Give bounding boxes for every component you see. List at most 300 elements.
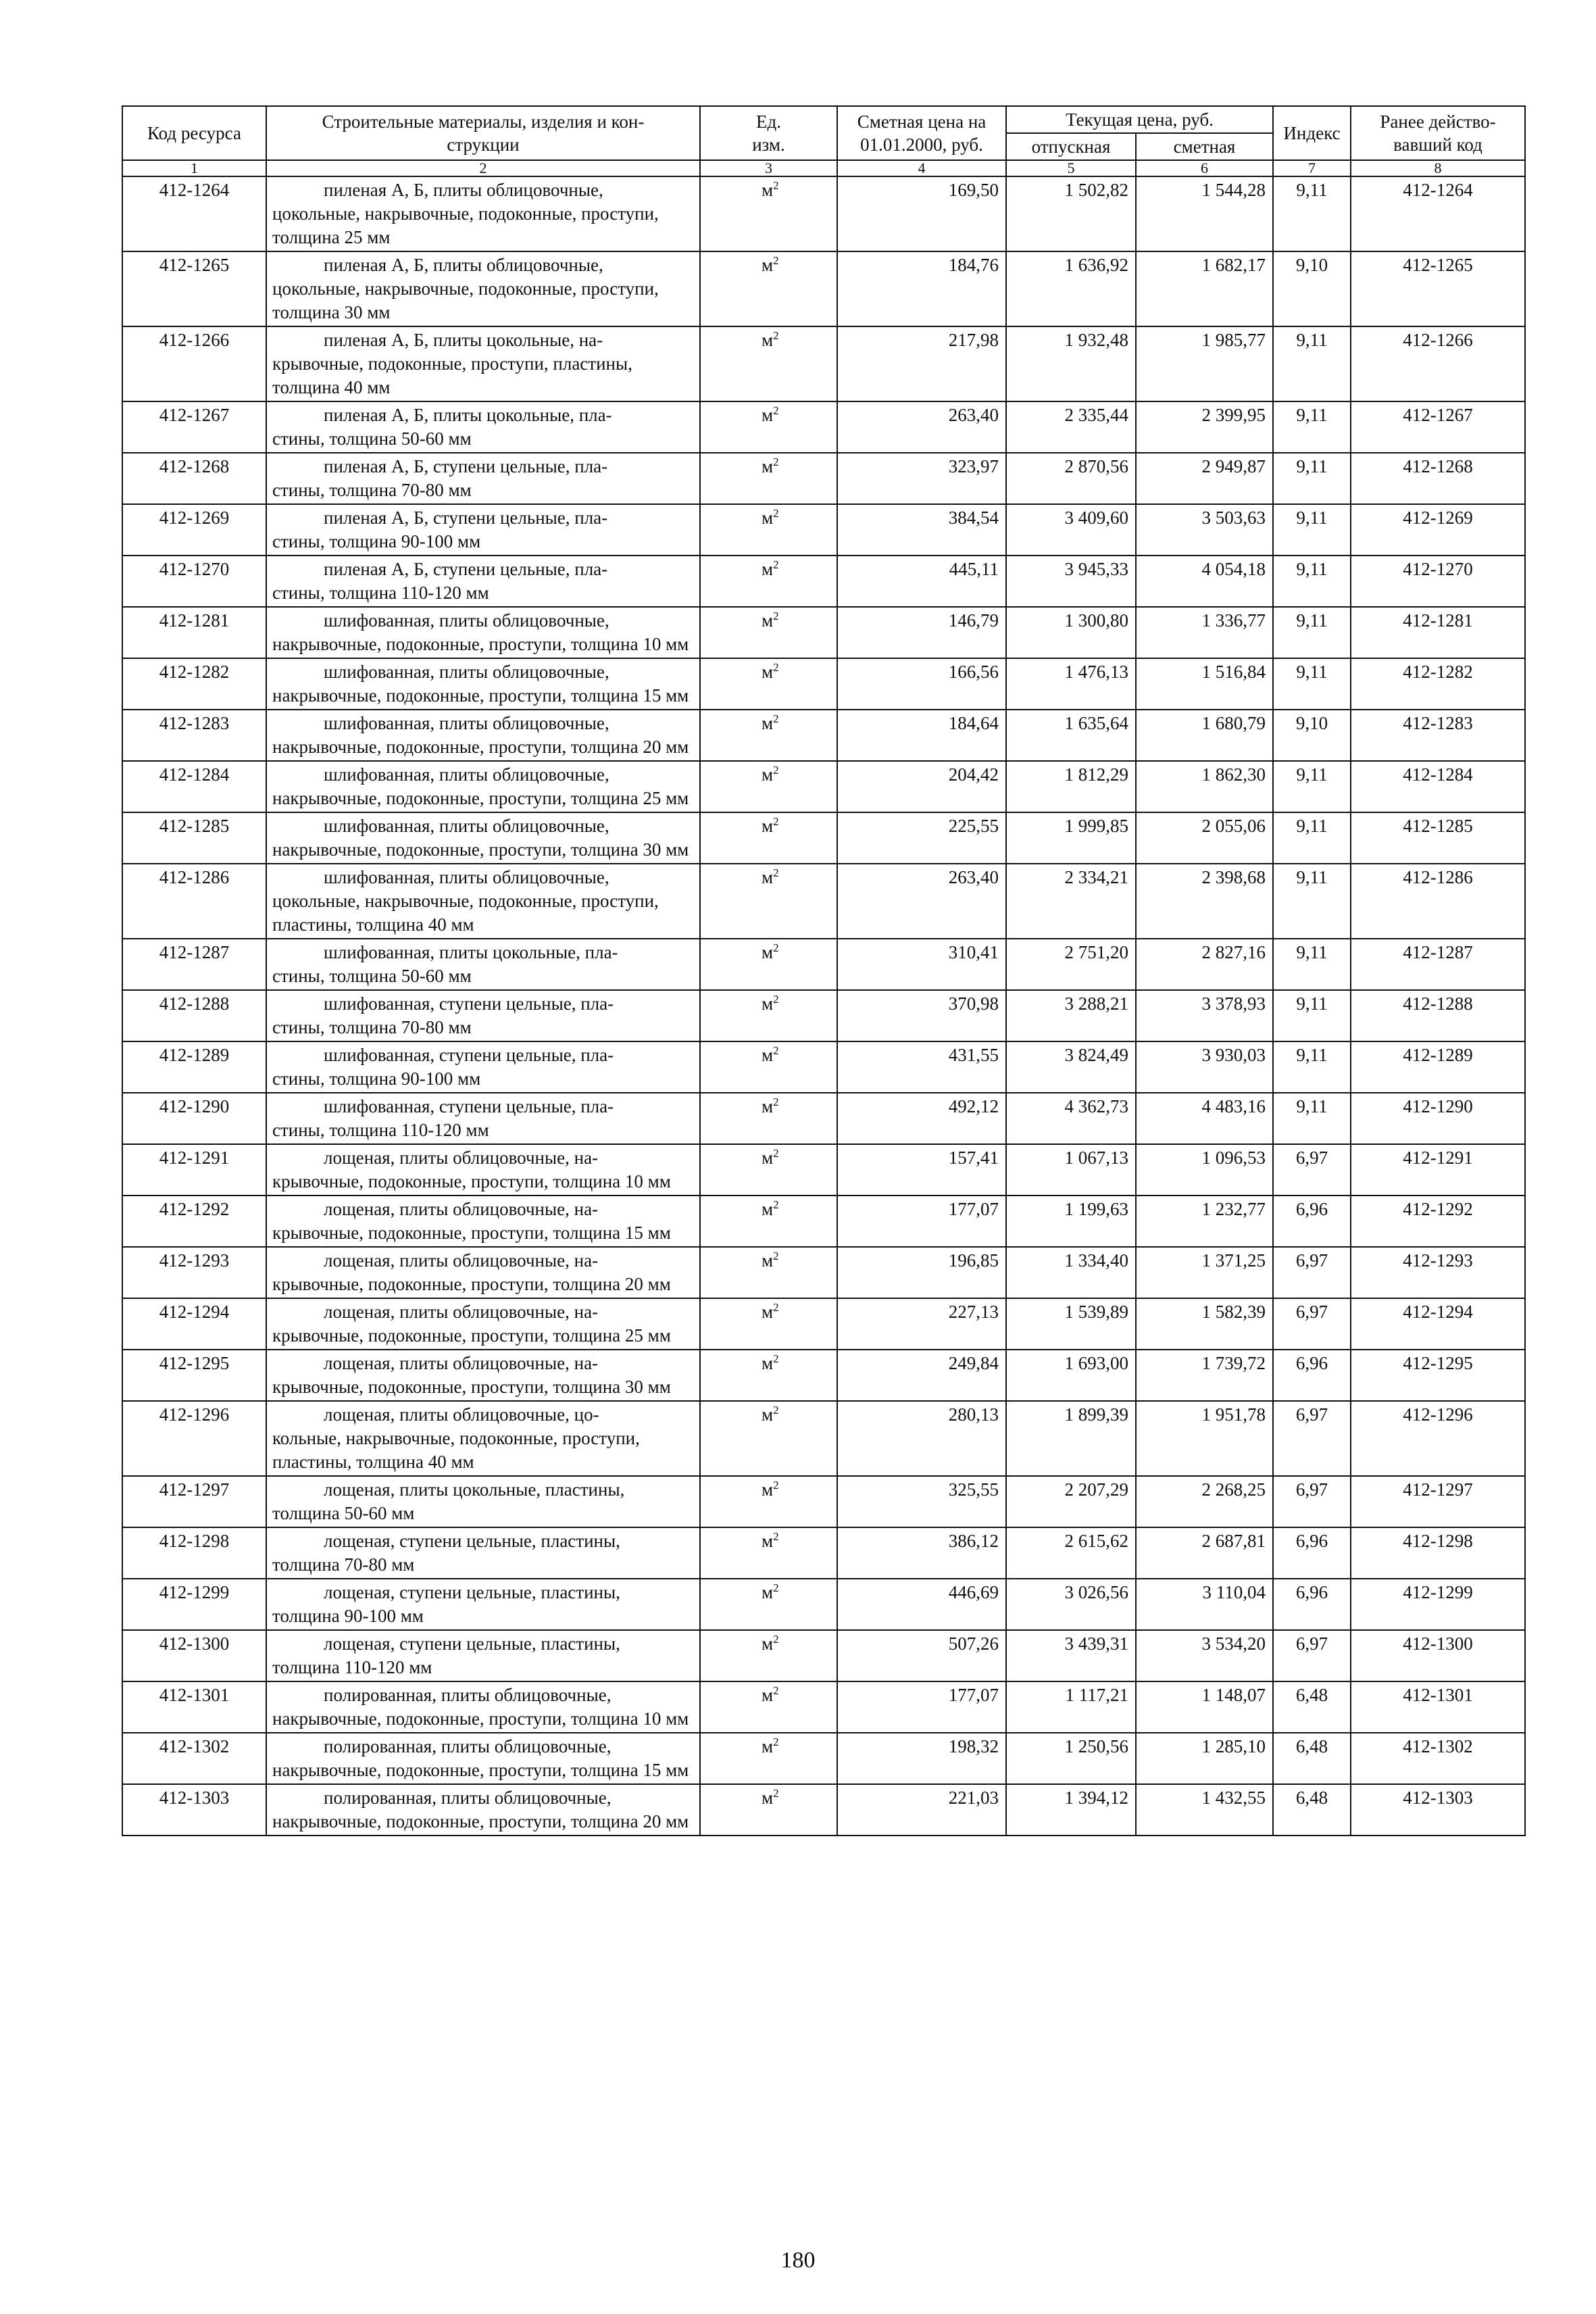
material-description (266, 1733, 700, 1784)
price-index: 9,10 (1273, 710, 1351, 761)
resource-code: 412-1286 (122, 864, 266, 939)
description-first-line: лощеная, плиты облицовочные, на- (324, 1302, 599, 1322)
previous-code: 412-1295 (1351, 1350, 1525, 1401)
unit-of-measure: $м^2$ (700, 556, 837, 607)
release-price: 1 117,21 (1006, 1681, 1136, 1733)
table-row (122, 556, 1525, 607)
price-index: 9,11 (1273, 864, 1351, 939)
table-row (122, 1144, 1525, 1196)
estimate-price: 1 544,28 (1136, 176, 1273, 251)
price-2000: 249,84 (837, 1350, 1006, 1401)
material-description (266, 1144, 700, 1196)
table-row (122, 761, 1525, 812)
previous-code: 412-1303 (1351, 1784, 1525, 1836)
previous-code: 412-1301 (1351, 1681, 1525, 1733)
description-first-line: лощеная, плиты облицовочные, на- (324, 1199, 599, 1219)
previous-code: 412-1298 (1351, 1527, 1525, 1579)
release-price: 1 250,56 (1006, 1733, 1136, 1784)
description-continuation: крывочные, подоконные, проступи, толщина 30 мм (272, 1377, 671, 1397)
previous-code: 412-1288 (1351, 990, 1525, 1041)
estimate-price: 1 285,10 (1136, 1733, 1273, 1784)
price-index: 6,48 (1273, 1681, 1351, 1733)
description-continuation: стины, толщина 70-80 мм (272, 1017, 472, 1037)
description-continuation: кольные, накрывочные, подоконные, проступи, пластины, толщина 40 мм (272, 1428, 640, 1472)
previous-code: 412-1299 (1351, 1579, 1525, 1630)
description-first-line: лощеная, плиты цокольные, пластины, (324, 1479, 625, 1500)
unit-of-measure: $м^2$ (700, 607, 837, 658)
header-unit: Ед. изм. (700, 106, 837, 160)
price-2000: 184,76 (837, 251, 1006, 326)
material-description (266, 607, 700, 658)
unit-of-measure: $м^2$ (700, 812, 837, 864)
price-index: 9,11 (1273, 812, 1351, 864)
estimate-price: 1 951,78 (1136, 1401, 1273, 1476)
previous-code: 412-1291 (1351, 1144, 1525, 1196)
price-index: 6,96 (1273, 1196, 1351, 1247)
material-description (266, 1681, 700, 1733)
description-continuation: накрывочные, подоконные, проступи, толщина 15 мм (272, 1760, 689, 1780)
table-row (122, 326, 1525, 401)
previous-code: 412-1294 (1351, 1298, 1525, 1350)
unit-of-measure: $м^2$ (700, 1733, 837, 1784)
resource-code: 412-1266 (122, 326, 266, 401)
resource-code: 412-1285 (122, 812, 266, 864)
material-description (266, 939, 700, 990)
header-index: Индекс (1273, 106, 1351, 160)
description-first-line: пиленая А, Б, плиты облицовочные, (324, 180, 603, 200)
price-2000: 146,79 (837, 607, 1006, 658)
description-continuation: накрывочные, подоконные, проступи, толщина 10 мм (272, 634, 689, 654)
description-continuation: цокольные, накрывочные, подоконные, проступи, пластины, толщина 40 мм (272, 891, 659, 935)
resource-code: 412-1282 (122, 658, 266, 710)
unit-of-measure: $м^2$ (700, 1247, 837, 1298)
page-number: 180 (780, 2248, 816, 2273)
header-previous-code: Ранее действо- вавший код (1351, 106, 1525, 160)
description-continuation: накрывочные, подоконные, проступи, толщина 10 мм (272, 1708, 689, 1729)
previous-code: 412-1284 (1351, 761, 1525, 812)
unit-of-measure: $м^2$ (700, 1401, 837, 1476)
price-index: 9,10 (1273, 251, 1351, 326)
description-continuation: цокольные, накрывочные, подоконные, проступи, толщина 30 мм (272, 278, 659, 322)
release-price: 1 502,82 (1006, 176, 1136, 251)
previous-code: 412-1268 (1351, 453, 1525, 504)
description-first-line: лощеная, плиты облицовочные, на- (324, 1250, 599, 1271)
unit-of-measure: $м^2$ (700, 1093, 837, 1144)
resource-code: 412-1290 (122, 1093, 266, 1144)
price-2000: 196,85 (837, 1247, 1006, 1298)
description-continuation: толщина 70-80 мм (272, 1554, 415, 1575)
previous-code: 412-1267 (1351, 401, 1525, 453)
description-first-line: лощеная, плиты облицовочные, на- (324, 1148, 599, 1168)
description-continuation: накрывочные, подоконные, проступи, толщина 15 мм (272, 685, 689, 706)
estimate-price: 2 399,95 (1136, 401, 1273, 453)
table-row (122, 1247, 1525, 1298)
resource-code: 412-1284 (122, 761, 266, 812)
table-row (122, 1579, 1525, 1630)
price-2000: 225,55 (837, 812, 1006, 864)
previous-code: 412-1286 (1351, 864, 1525, 939)
release-price: 1 300,80 (1006, 607, 1136, 658)
unit-of-measure: $м^2$ (700, 710, 837, 761)
price-2000: 263,40 (837, 864, 1006, 939)
resource-code: 412-1269 (122, 504, 266, 556)
column-number: 3 (700, 160, 837, 176)
description-first-line: шлифованная, плиты облицовочные, (324, 662, 609, 682)
unit-of-measure: $м^2$ (700, 864, 837, 939)
table-row (122, 504, 1525, 556)
estimate-price: 2 268,25 (1136, 1476, 1273, 1527)
description-continuation: крывочные, подоконные, проступи, пластины, толщина 40 мм (272, 353, 632, 397)
resource-code: 412-1301 (122, 1681, 266, 1733)
estimate-price: 1 680,79 (1136, 710, 1273, 761)
previous-code: 412-1265 (1351, 251, 1525, 326)
price-2000: 310,41 (837, 939, 1006, 990)
release-price: 2 615,62 (1006, 1527, 1136, 1579)
material-description (266, 990, 700, 1041)
resource-code: 412-1294 (122, 1298, 266, 1350)
release-price: 3 026,56 (1006, 1579, 1136, 1630)
price-index: 9,11 (1273, 658, 1351, 710)
table-row (122, 1093, 1525, 1144)
material-description (266, 176, 700, 251)
resource-code: 412-1283 (122, 710, 266, 761)
header-estimate-price: сметная (1136, 133, 1273, 160)
unit-of-measure: $м^2$ (700, 658, 837, 710)
description-first-line: полированная, плиты облицовочные, (324, 1736, 612, 1756)
release-price: 1 693,00 (1006, 1350, 1136, 1401)
description-first-line: пиленая А, Б, плиты цокольные, на- (324, 330, 603, 350)
price-index: 9,11 (1273, 401, 1351, 453)
description-continuation: толщина 110-120 мм (272, 1657, 432, 1677)
estimate-price: 2 687,81 (1136, 1527, 1273, 1579)
resource-code: 412-1303 (122, 1784, 266, 1836)
table-row (122, 1476, 1525, 1527)
resource-code: 412-1264 (122, 176, 266, 251)
price-2000: 157,41 (837, 1144, 1006, 1196)
estimate-price: 1 148,07 (1136, 1681, 1273, 1733)
resource-code: 412-1291 (122, 1144, 266, 1196)
material-description (266, 556, 700, 607)
price-index: 9,11 (1273, 990, 1351, 1041)
material-description (266, 710, 700, 761)
price-2000: 323,97 (837, 453, 1006, 504)
release-price: 2 334,21 (1006, 864, 1136, 939)
description-first-line: пиленая А, Б, ступени цельные, пла- (324, 508, 608, 528)
estimate-price: 2 827,16 (1136, 939, 1273, 990)
description-first-line: шлифованная, ступени цельные, пла- (324, 993, 614, 1014)
estimate-price: 4 483,16 (1136, 1093, 1273, 1144)
table-row (122, 176, 1525, 251)
price-index: 9,11 (1273, 504, 1351, 556)
previous-code: 412-1293 (1351, 1247, 1525, 1298)
unit-of-measure: $м^2$ (700, 939, 837, 990)
resource-code: 412-1297 (122, 1476, 266, 1527)
material-description (266, 1579, 700, 1630)
price-index: 9,11 (1273, 326, 1351, 401)
table-row (122, 658, 1525, 710)
estimate-price: 2 055,06 (1136, 812, 1273, 864)
description-continuation: крывочные, подоконные, проступи, толщина 20 мм (272, 1274, 671, 1294)
release-price: 4 362,73 (1006, 1093, 1136, 1144)
price-index: 9,11 (1273, 1041, 1351, 1093)
release-price: 3 945,33 (1006, 556, 1136, 607)
price-index: 6,97 (1273, 1401, 1351, 1476)
price-2000: 177,07 (837, 1196, 1006, 1247)
release-price: 3 288,21 (1006, 990, 1136, 1041)
price-2000: 280,13 (837, 1401, 1006, 1476)
release-price: 3 409,60 (1006, 504, 1136, 556)
release-price: 1 636,92 (1006, 251, 1136, 326)
price-2000: 492,12 (837, 1093, 1006, 1144)
price-index: 6,48 (1273, 1733, 1351, 1784)
material-description (266, 1630, 700, 1681)
description-continuation: стины, толщина 110-120 мм (272, 1120, 489, 1140)
description-first-line: лощеная, ступени цельные, пластины, (324, 1582, 620, 1602)
estimate-price: 1 096,53 (1136, 1144, 1273, 1196)
description-first-line: шлифованная, плиты облицовочные, (324, 816, 609, 836)
description-first-line: пиленая А, Б, ступени цельные, пла- (324, 456, 608, 476)
resource-code: 412-1288 (122, 990, 266, 1041)
release-price: 2 870,56 (1006, 453, 1136, 504)
price-2000: 177,07 (837, 1681, 1006, 1733)
previous-code: 412-1289 (1351, 1041, 1525, 1093)
price-index: 6,96 (1273, 1350, 1351, 1401)
description-first-line: шлифованная, ступени цельные, пла- (324, 1096, 614, 1116)
price-index: 9,11 (1273, 453, 1351, 504)
material-description (266, 1247, 700, 1298)
estimate-price: 1 432,55 (1136, 1784, 1273, 1836)
previous-code: 412-1270 (1351, 556, 1525, 607)
description-continuation: стины, толщина 70-80 мм (272, 480, 472, 500)
column-number: 6 (1136, 160, 1273, 176)
resource-code: 412-1302 (122, 1733, 266, 1784)
table-row (122, 1298, 1525, 1350)
previous-code: 412-1300 (1351, 1630, 1525, 1681)
price-index: 6,48 (1273, 1784, 1351, 1836)
table-body (122, 176, 1525, 1836)
description-first-line: полированная, плиты облицовочные, (324, 1685, 612, 1705)
estimate-price: 4 054,18 (1136, 556, 1273, 607)
previous-code: 412-1302 (1351, 1733, 1525, 1784)
price-index: 6,97 (1273, 1298, 1351, 1350)
unit-of-measure: $м^2$ (700, 176, 837, 251)
previous-code: 412-1296 (1351, 1401, 1525, 1476)
estimate-price: 1 516,84 (1136, 658, 1273, 710)
estimate-price: 1 336,77 (1136, 607, 1273, 658)
description-continuation: накрывочные, подоконные, проступи, толщина 25 мм (272, 788, 689, 808)
material-description (266, 1196, 700, 1247)
price-2000: 325,55 (837, 1476, 1006, 1527)
header-resource-code: Код ресурса (122, 106, 266, 160)
unit-of-measure: $м^2$ (700, 1350, 837, 1401)
material-description (266, 401, 700, 453)
description-continuation: крывочные, подоконные, проступи, толщина 15 мм (272, 1223, 671, 1243)
description-first-line: шлифованная, плиты облицовочные, (324, 610, 609, 631)
price-2000: 384,54 (837, 504, 1006, 556)
table-row (122, 1401, 1525, 1476)
resource-code: 412-1295 (122, 1350, 266, 1401)
unit-of-measure: $м^2$ (700, 1476, 837, 1527)
description-first-line: лощеная, ступени цельные, пластины, (324, 1633, 620, 1654)
table-row (122, 812, 1525, 864)
table-row (122, 1681, 1525, 1733)
release-price: 1 635,64 (1006, 710, 1136, 761)
resource-code: 412-1293 (122, 1247, 266, 1298)
table-row (122, 939, 1525, 990)
price-index: 6,96 (1273, 1527, 1351, 1579)
table-row (122, 1350, 1525, 1401)
description-continuation: накрывочные, подоконные, проступи, толщина 20 мм (272, 1811, 689, 1831)
release-price: 1 199,63 (1006, 1196, 1136, 1247)
resource-code: 412-1268 (122, 453, 266, 504)
description-continuation: толщина 50-60 мм (272, 1503, 415, 1523)
unit-of-measure: $м^2$ (700, 251, 837, 326)
resource-code: 412-1300 (122, 1630, 266, 1681)
table-row (122, 251, 1525, 326)
description-continuation: крывочные, подоконные, проступи, толщина 25 мм (272, 1325, 671, 1346)
price-2000: 370,98 (837, 990, 1006, 1041)
estimate-price: 3 534,20 (1136, 1630, 1273, 1681)
price-2000: 227,13 (837, 1298, 1006, 1350)
table-row (122, 1630, 1525, 1681)
description-first-line: пиленая А, Б, плиты облицовочные, (324, 255, 603, 275)
description-first-line: лощеная, плиты облицовочные, на- (324, 1353, 599, 1373)
table-row (122, 401, 1525, 453)
column-number: 4 (837, 160, 1006, 176)
unit-of-measure: $м^2$ (700, 761, 837, 812)
column-number: 8 (1351, 160, 1525, 176)
resource-code: 412-1267 (122, 401, 266, 453)
estimate-price: 3 110,04 (1136, 1579, 1273, 1630)
previous-code: 412-1282 (1351, 658, 1525, 710)
material-description (266, 1041, 700, 1093)
price-2000: 431,55 (837, 1041, 1006, 1093)
unit-of-measure: $м^2$ (700, 1196, 837, 1247)
description-continuation: стины, толщина 50-60 мм (272, 428, 472, 449)
table-row (122, 710, 1525, 761)
description-first-line: шлифованная, плиты облицовочные, (324, 867, 609, 887)
previous-code: 412-1266 (1351, 326, 1525, 401)
unit-of-measure: $м^2$ (700, 1784, 837, 1836)
material-description (266, 1784, 700, 1836)
header-release-price: отпускная (1006, 133, 1136, 160)
table-row (122, 453, 1525, 504)
price-2000: 198,32 (837, 1733, 1006, 1784)
column-number: 1 (122, 160, 266, 176)
table-row (122, 1733, 1525, 1784)
unit-of-measure: $м^2$ (700, 1630, 837, 1681)
resource-code: 412-1265 (122, 251, 266, 326)
table-header (122, 106, 1525, 176)
table-row (122, 1527, 1525, 1579)
description-first-line: шлифованная, плиты облицовочные, (324, 764, 609, 785)
resource-code: 412-1292 (122, 1196, 266, 1247)
unit-of-measure: $м^2$ (700, 1144, 837, 1196)
material-description (266, 812, 700, 864)
price-2000: 386,12 (837, 1527, 1006, 1579)
material-description (266, 1350, 700, 1401)
price-2000: 221,03 (837, 1784, 1006, 1836)
price-table (122, 105, 1526, 1836)
release-price: 1 932,48 (1006, 326, 1136, 401)
description-continuation: накрывочные, подоконные, проступи, толщина 20 мм (272, 737, 689, 757)
description-continuation: стины, толщина 90-100 мм (272, 531, 481, 551)
release-price: 1 999,85 (1006, 812, 1136, 864)
resource-code: 412-1289 (122, 1041, 266, 1093)
estimate-price: 1 862,30 (1136, 761, 1273, 812)
description-continuation: цокольные, накрывочные, подоконные, проступи, толщина 25 мм (272, 203, 659, 247)
previous-code: 412-1285 (1351, 812, 1525, 864)
price-2000: 263,40 (837, 401, 1006, 453)
estimate-price: 1 371,25 (1136, 1247, 1273, 1298)
unit-of-measure: $м^2$ (700, 1298, 837, 1350)
price-index: 6,97 (1273, 1144, 1351, 1196)
unit-of-measure: $м^2$ (700, 1041, 837, 1093)
previous-code: 412-1283 (1351, 710, 1525, 761)
previous-code: 412-1290 (1351, 1093, 1525, 1144)
table-row (122, 1196, 1525, 1247)
release-price: 3 439,31 (1006, 1630, 1136, 1681)
price-index: 9,11 (1273, 556, 1351, 607)
unit-of-measure: $м^2$ (700, 504, 837, 556)
table-row (122, 990, 1525, 1041)
description-continuation: крывочные, подоконные, проступи, толщина 10 мм (272, 1171, 671, 1191)
material-description (266, 1527, 700, 1579)
table-row (122, 1784, 1525, 1836)
resource-code: 412-1270 (122, 556, 266, 607)
description-continuation: накрывочные, подоконные, проступи, толщина 30 мм (272, 839, 689, 860)
price-2000: 445,11 (837, 556, 1006, 607)
price-index: 6,97 (1273, 1247, 1351, 1298)
price-2000: 217,98 (837, 326, 1006, 401)
resource-code: 412-1299 (122, 1579, 266, 1630)
price-index: 9,11 (1273, 1093, 1351, 1144)
material-description (266, 504, 700, 556)
description-continuation: толщина 90-100 мм (272, 1606, 424, 1626)
resource-code: 412-1287 (122, 939, 266, 990)
estimate-price: 2 398,68 (1136, 864, 1273, 939)
price-2000: 446,69 (837, 1579, 1006, 1630)
column-number: 2 (266, 160, 700, 176)
resource-code: 412-1298 (122, 1527, 266, 1579)
release-price: 1 899,39 (1006, 1401, 1136, 1476)
estimate-price: 1 985,77 (1136, 326, 1273, 401)
release-price: 1 476,13 (1006, 658, 1136, 710)
price-index: 9,11 (1273, 607, 1351, 658)
description-continuation: стины, толщина 50-60 мм (272, 966, 472, 986)
material-description (266, 1476, 700, 1527)
price-2000: 169,50 (837, 176, 1006, 251)
previous-code: 412-1264 (1351, 176, 1525, 251)
description-first-line: шлифованная, ступени цельные, пла- (324, 1045, 614, 1065)
release-price: 2 751,20 (1006, 939, 1136, 990)
material-description (266, 1401, 700, 1476)
price-2000: 184,64 (837, 710, 1006, 761)
description-continuation: стины, толщина 110-120 мм (272, 583, 489, 603)
table-row (122, 864, 1525, 939)
description-first-line: лощеная, ступени цельные, пластины, (324, 1531, 620, 1551)
previous-code: 412-1269 (1351, 504, 1525, 556)
unit-of-measure: $м^2$ (700, 326, 837, 401)
price-2000: 204,42 (837, 761, 1006, 812)
table-row (122, 607, 1525, 658)
estimate-price: 3 378,93 (1136, 990, 1273, 1041)
material-description (266, 1093, 700, 1144)
release-price: 2 335,44 (1006, 401, 1136, 453)
price-index: 9,11 (1273, 761, 1351, 812)
release-price: 1 334,40 (1006, 1247, 1136, 1298)
column-numbers-row (122, 160, 1525, 176)
